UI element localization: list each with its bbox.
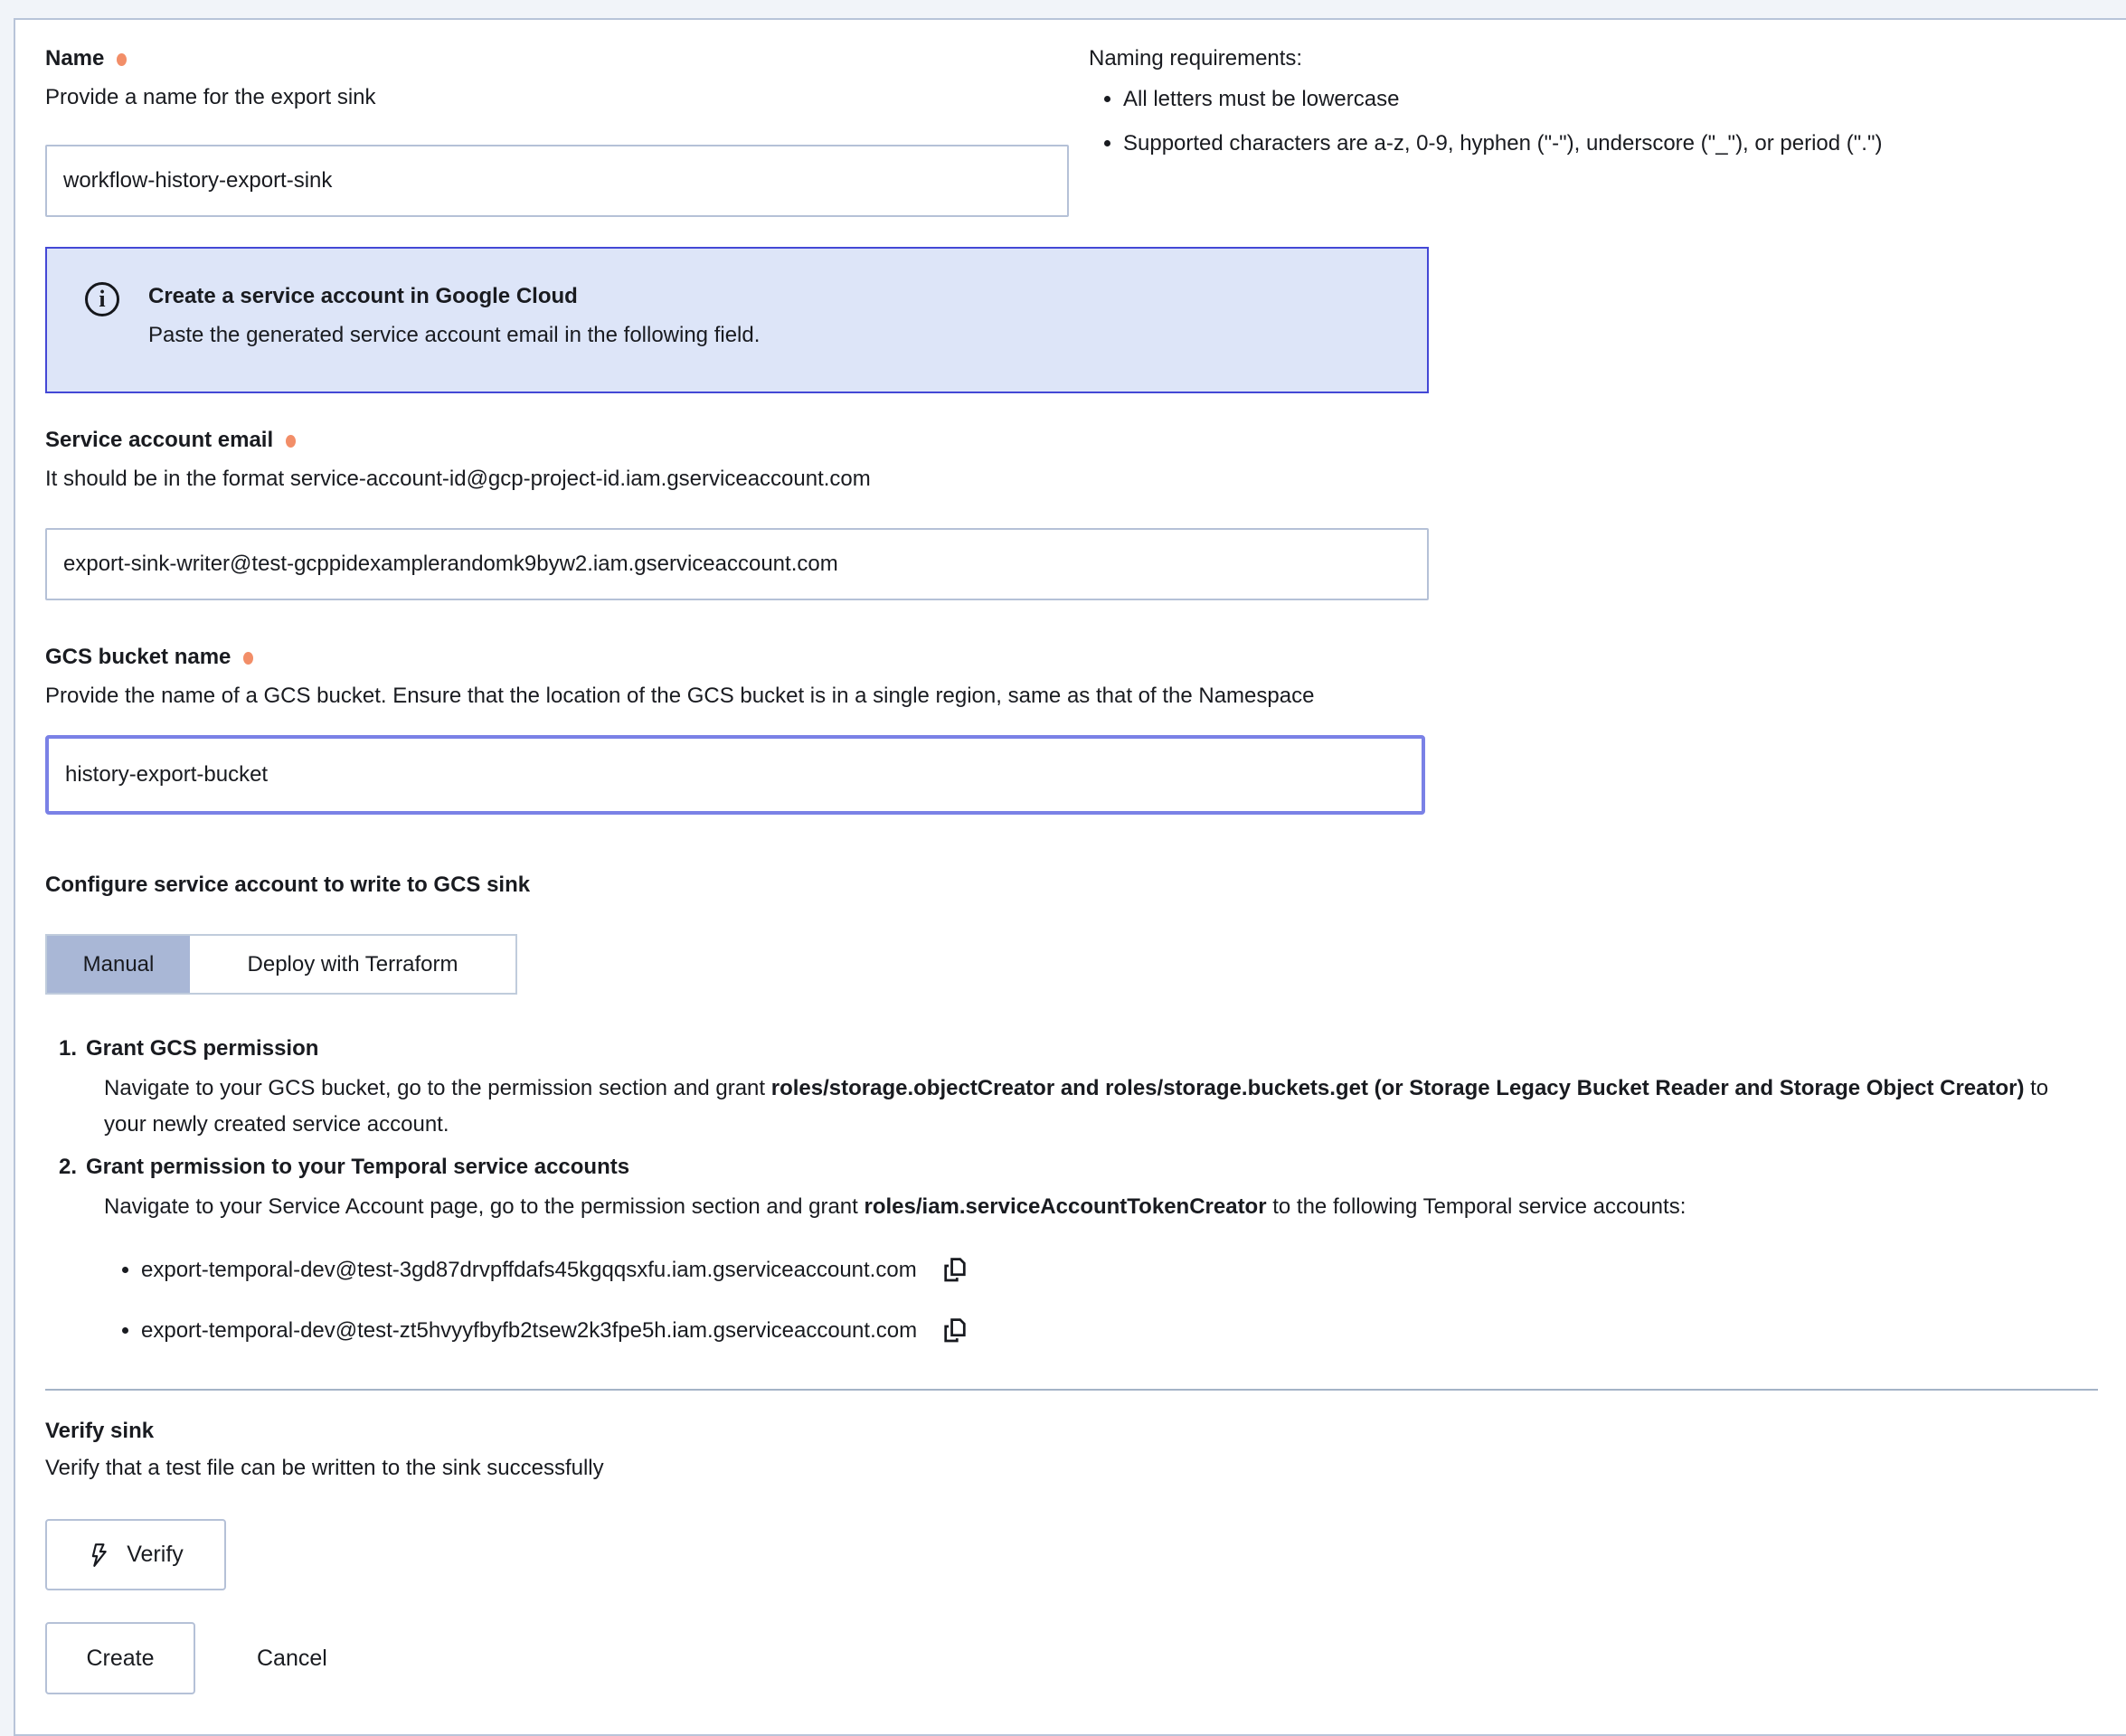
naming-requirements-title: Naming requirements: <box>1089 46 1303 71</box>
step2-title: Grant permission to your Temporal service accounts <box>86 1155 630 1179</box>
step2-body-suffix: to the following Temporal service accounts: <box>1266 1194 1687 1219</box>
gcs-bucket-description: Provide the name of a GCS bucket. Ensure that the location of the GCS bucket is in a single region, same as that of the Namespace <box>45 684 1315 708</box>
name-input[interactable] <box>45 145 1069 217</box>
required-dot <box>243 652 253 665</box>
naming-requirements <box>1089 43 2106 217</box>
service-account-address: export-temporal-dev@test-zt5hvyyfbyfb2tsew2k3fpe5h.iam.gserviceaccount.com <box>141 1318 918 1343</box>
list-item <box>141 1252 2106 1288</box>
create-button-label: Create <box>86 1645 155 1671</box>
section-divider <box>45 1389 2098 1391</box>
configure-heading: Configure service account to write to GCS sink <box>45 873 531 897</box>
name-label-row <box>45 43 1069 73</box>
gcs-bucket-label-row <box>45 642 2106 672</box>
step1-heading <box>59 1033 2106 1063</box>
tab-deploy-with-terraform[interactable]: Deploy with Terraform <box>190 936 515 993</box>
cancel-button-label: Cancel <box>257 1645 327 1671</box>
step2-body-prefix: Navigate to your Service Account page, go to the permission section and grant <box>104 1194 865 1219</box>
step2-body-bold: roles/iam.serviceAccountTokenCreator <box>864 1194 1267 1219</box>
gcs-bucket-group <box>45 642 2106 815</box>
info-banner-text <box>148 280 760 350</box>
create-button[interactable] <box>45 1622 195 1694</box>
required-dot <box>286 435 296 448</box>
list-item <box>141 1313 2106 1349</box>
step1-body-prefix: Navigate to your GCS bucket, go to the permission section and grant <box>104 1076 771 1100</box>
info-circle-icon: i <box>85 282 119 316</box>
service-account-email-group <box>45 425 2106 600</box>
name-description: Provide a name for the export sink <box>45 85 376 109</box>
step2-body <box>104 1189 2084 1225</box>
step2-number: 2. <box>59 1155 78 1179</box>
step1-body <box>104 1071 2084 1143</box>
step1-title: Grant GCS permission <box>86 1036 319 1061</box>
verify-sink-heading: Verify sink <box>45 1419 155 1443</box>
step1-body-suffix: to your newly created service account. <box>104 1076 2049 1137</box>
verify-button-label: Verify <box>127 1542 184 1567</box>
gcs-bucket-label: GCS bucket name <box>45 645 231 669</box>
name-field-group <box>45 43 1069 217</box>
step2-heading <box>59 1152 2106 1182</box>
service-account-email-label: Service account email <box>45 428 274 452</box>
step1-number: 1. <box>59 1036 78 1061</box>
service-account-email-label-row <box>45 425 2106 455</box>
info-banner-content <box>85 280 1400 350</box>
gcs-bucket-input[interactable] <box>45 735 1425 815</box>
name-and-requirements-row <box>45 43 2106 217</box>
info-banner-subtitle: Paste the generated service account email in the following field. <box>148 323 761 347</box>
service-account-email-input[interactable] <box>45 528 1429 600</box>
configure-tabs <box>45 934 517 995</box>
naming-requirement-item: • Supported characters are a-z, 0-9, hyphen ("-"), underscore ("_"), or period (".") <box>1123 128 2106 158</box>
naming-requirements-list <box>1089 84 2106 158</box>
copy-button[interactable] <box>940 1255 969 1284</box>
form-actions <box>45 1622 2106 1694</box>
step1-body-bold: roles/storage.objectCreator and roles/storage.buckets.get (or Storage Legacy Bucket Reader and Storage Object Creator) <box>770 1076 2025 1100</box>
verify-sink-description: Verify that a test file can be written to the sink successfully <box>45 1456 604 1480</box>
manual-steps <box>45 1033 2106 1349</box>
service-account-info-banner <box>45 247 1429 393</box>
cancel-button[interactable] <box>257 1622 327 1694</box>
copy-icon <box>940 1255 969 1284</box>
copy-button[interactable] <box>940 1316 969 1344</box>
name-label: Name <box>45 46 105 71</box>
temporal-service-account-list <box>107 1252 2106 1349</box>
naming-requirement-item: • All letters must be lowercase <box>1123 84 2106 114</box>
export-sink-form-panel <box>14 18 2126 1736</box>
verify-button[interactable] <box>45 1519 226 1590</box>
required-dot <box>117 53 127 66</box>
copy-icon <box>940 1316 969 1344</box>
service-account-address: export-temporal-dev@test-3gd87drvpffdafs45kgqqsxfu.iam.gserviceaccount.com <box>141 1258 917 1282</box>
service-account-email-description: It should be in the format service-account-id@gcp-project-id.iam.gserviceaccount.com <box>45 467 871 491</box>
tab-manual[interactable]: Manual <box>47 936 190 993</box>
info-banner-title: Create a service account in Google Cloud <box>148 284 578 308</box>
lightning-bolt-icon <box>88 1542 112 1569</box>
